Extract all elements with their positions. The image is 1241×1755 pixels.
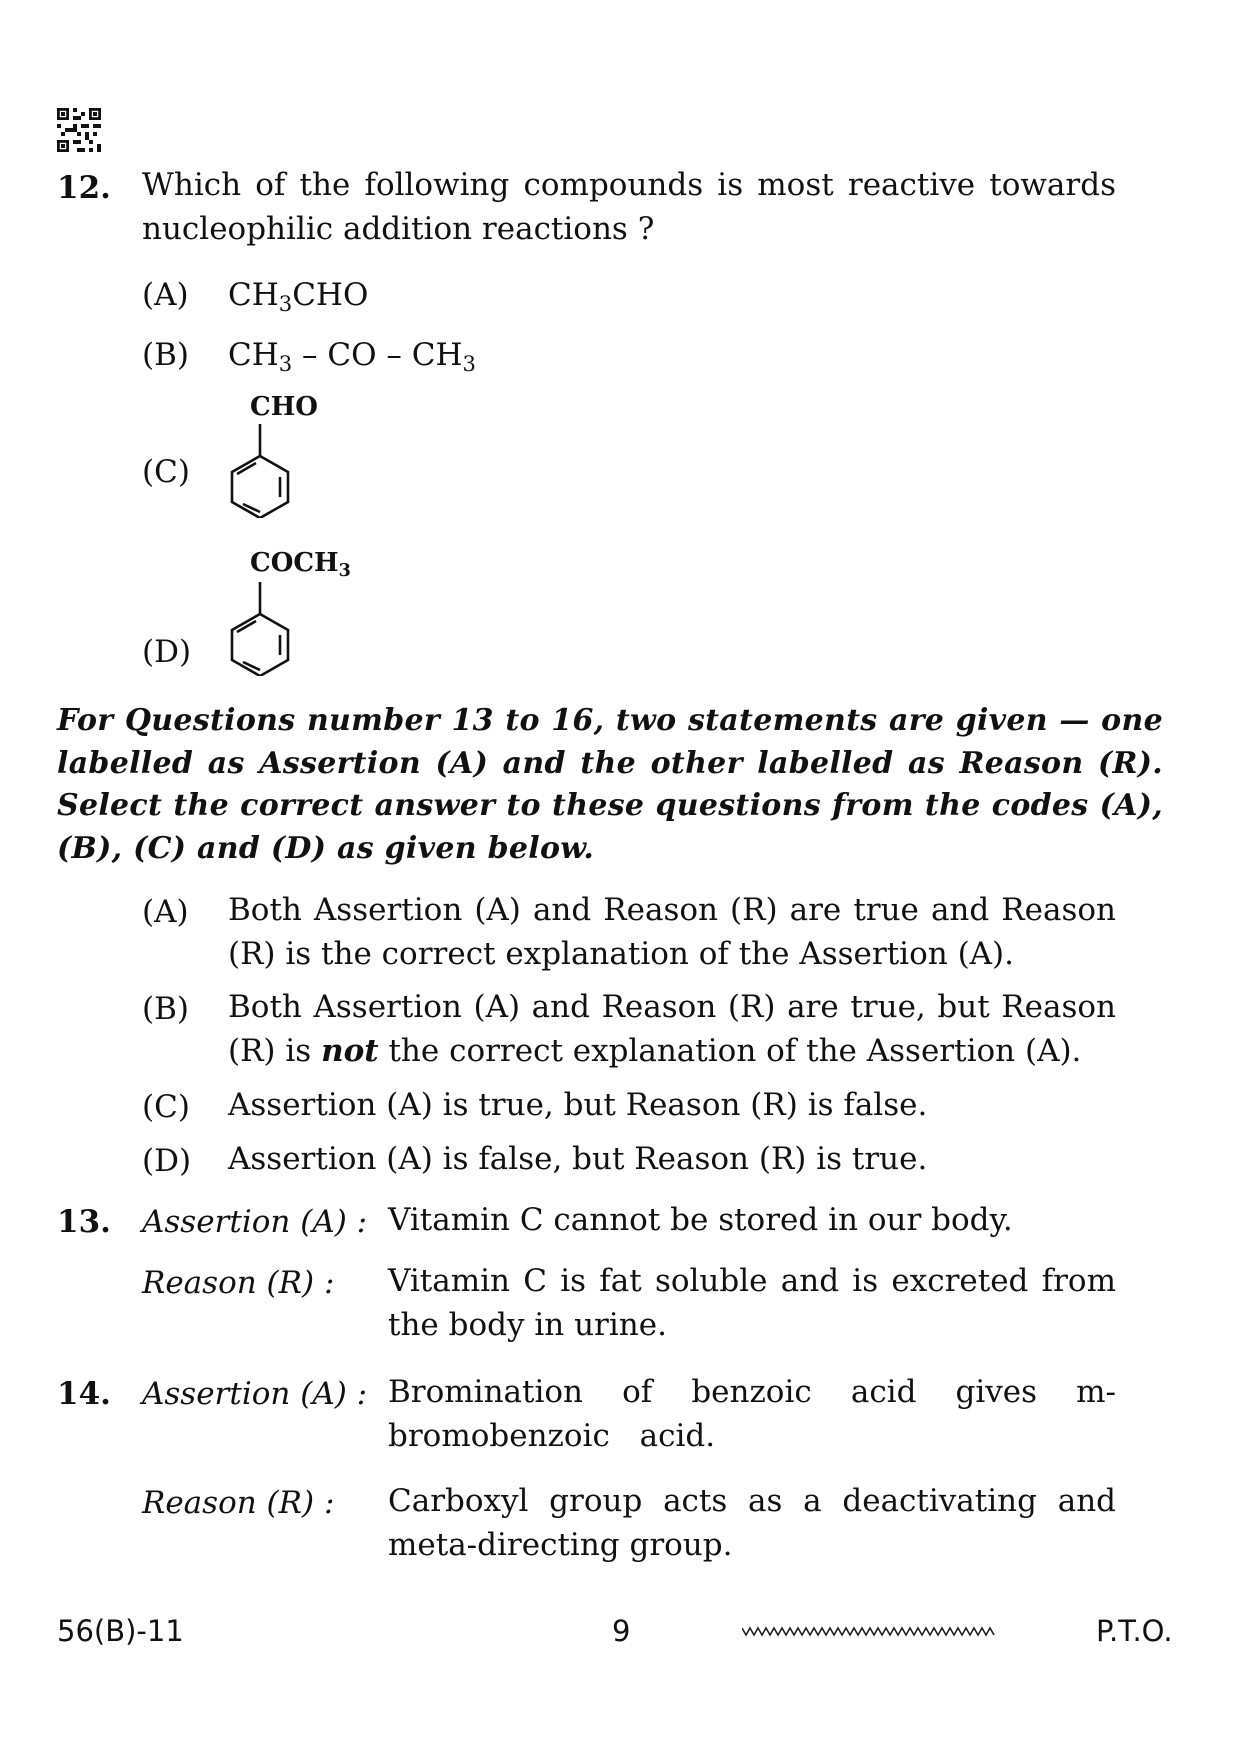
- substituent-label-d: $COCH_3$: [250, 548, 351, 581]
- code-label: (B): [142, 991, 189, 1027]
- code-label: (D): [142, 1143, 192, 1179]
- please-turn-over: P.T.O.: [1096, 1614, 1173, 1648]
- substituent-label-c: CHO: [250, 392, 318, 422]
- page-number: 9: [612, 1614, 631, 1648]
- code-text-b: Both Assertion (A) and Reason (R) are true, but Reason (R) is not the correct explanation of the Assertion (A).: [228, 989, 1116, 1070]
- paper-code: 56(B)-11: [57, 1614, 184, 1648]
- option-formula-a: $CH_3CHO$: [228, 277, 369, 316]
- code-text-c: Assertion (A) is true, but Reason (R) is false.: [228, 1087, 928, 1123]
- assertion-label: Assertion (A) :: [142, 1204, 368, 1240]
- qr-code: [57, 108, 101, 152]
- code-text-a: Both Assertion (A) and Reason (R) are true and Reason (R) is the correct explanation of the Assertion (A).: [228, 892, 1116, 973]
- option-formula-b: $CH_3$ – CO – $CH_3$: [228, 337, 476, 376]
- question-text: Which of the following compounds is most reactive towards nucleophilic addition reactions ?: [142, 167, 1116, 248]
- option-label: (D): [142, 634, 192, 670]
- reason-text: Vitamin C is fat soluble and is excreted from the body in urine.: [388, 1263, 1116, 1344]
- question-number: 13.: [57, 1204, 111, 1240]
- benzene-ring-structure: [222, 422, 298, 518]
- code-label: (A): [142, 894, 189, 930]
- assertion-text: Vitamin C cannot be stored in our body.: [388, 1202, 1013, 1238]
- reason-label: Reason (R) :: [142, 1485, 335, 1521]
- question-number: 12.: [57, 170, 111, 206]
- option-label: (A): [142, 277, 189, 313]
- emphasis-not: not: [321, 1033, 379, 1070]
- reason-text: Carboxyl group acts as a deactivating and meta-directing group.: [388, 1483, 1116, 1564]
- option-label: (B): [142, 337, 189, 373]
- wavy-line-decoration: [742, 1624, 996, 1638]
- option-label: (C): [142, 454, 190, 490]
- code-label: (C): [142, 1089, 190, 1125]
- question-number: 14.: [57, 1376, 111, 1412]
- benzene-ring-structure: [222, 580, 298, 676]
- assertion-text: Bromination of benzoic acid gives m-bromobenzoic acid.: [388, 1374, 1116, 1455]
- code-text-d: Assertion (A) is false, but Reason (R) is true.: [228, 1141, 928, 1177]
- assertion-label: Assertion (A) :: [142, 1376, 368, 1412]
- reason-label: Reason (R) :: [142, 1265, 335, 1301]
- section-instructions: For Questions number 13 to 16, two statements are given — one labelled as Assertion (A) and the other labelled as Reason (R). Select the correct answer to these questions from the codes (A), (B), (C) and (D) as given below.: [57, 703, 1163, 866]
